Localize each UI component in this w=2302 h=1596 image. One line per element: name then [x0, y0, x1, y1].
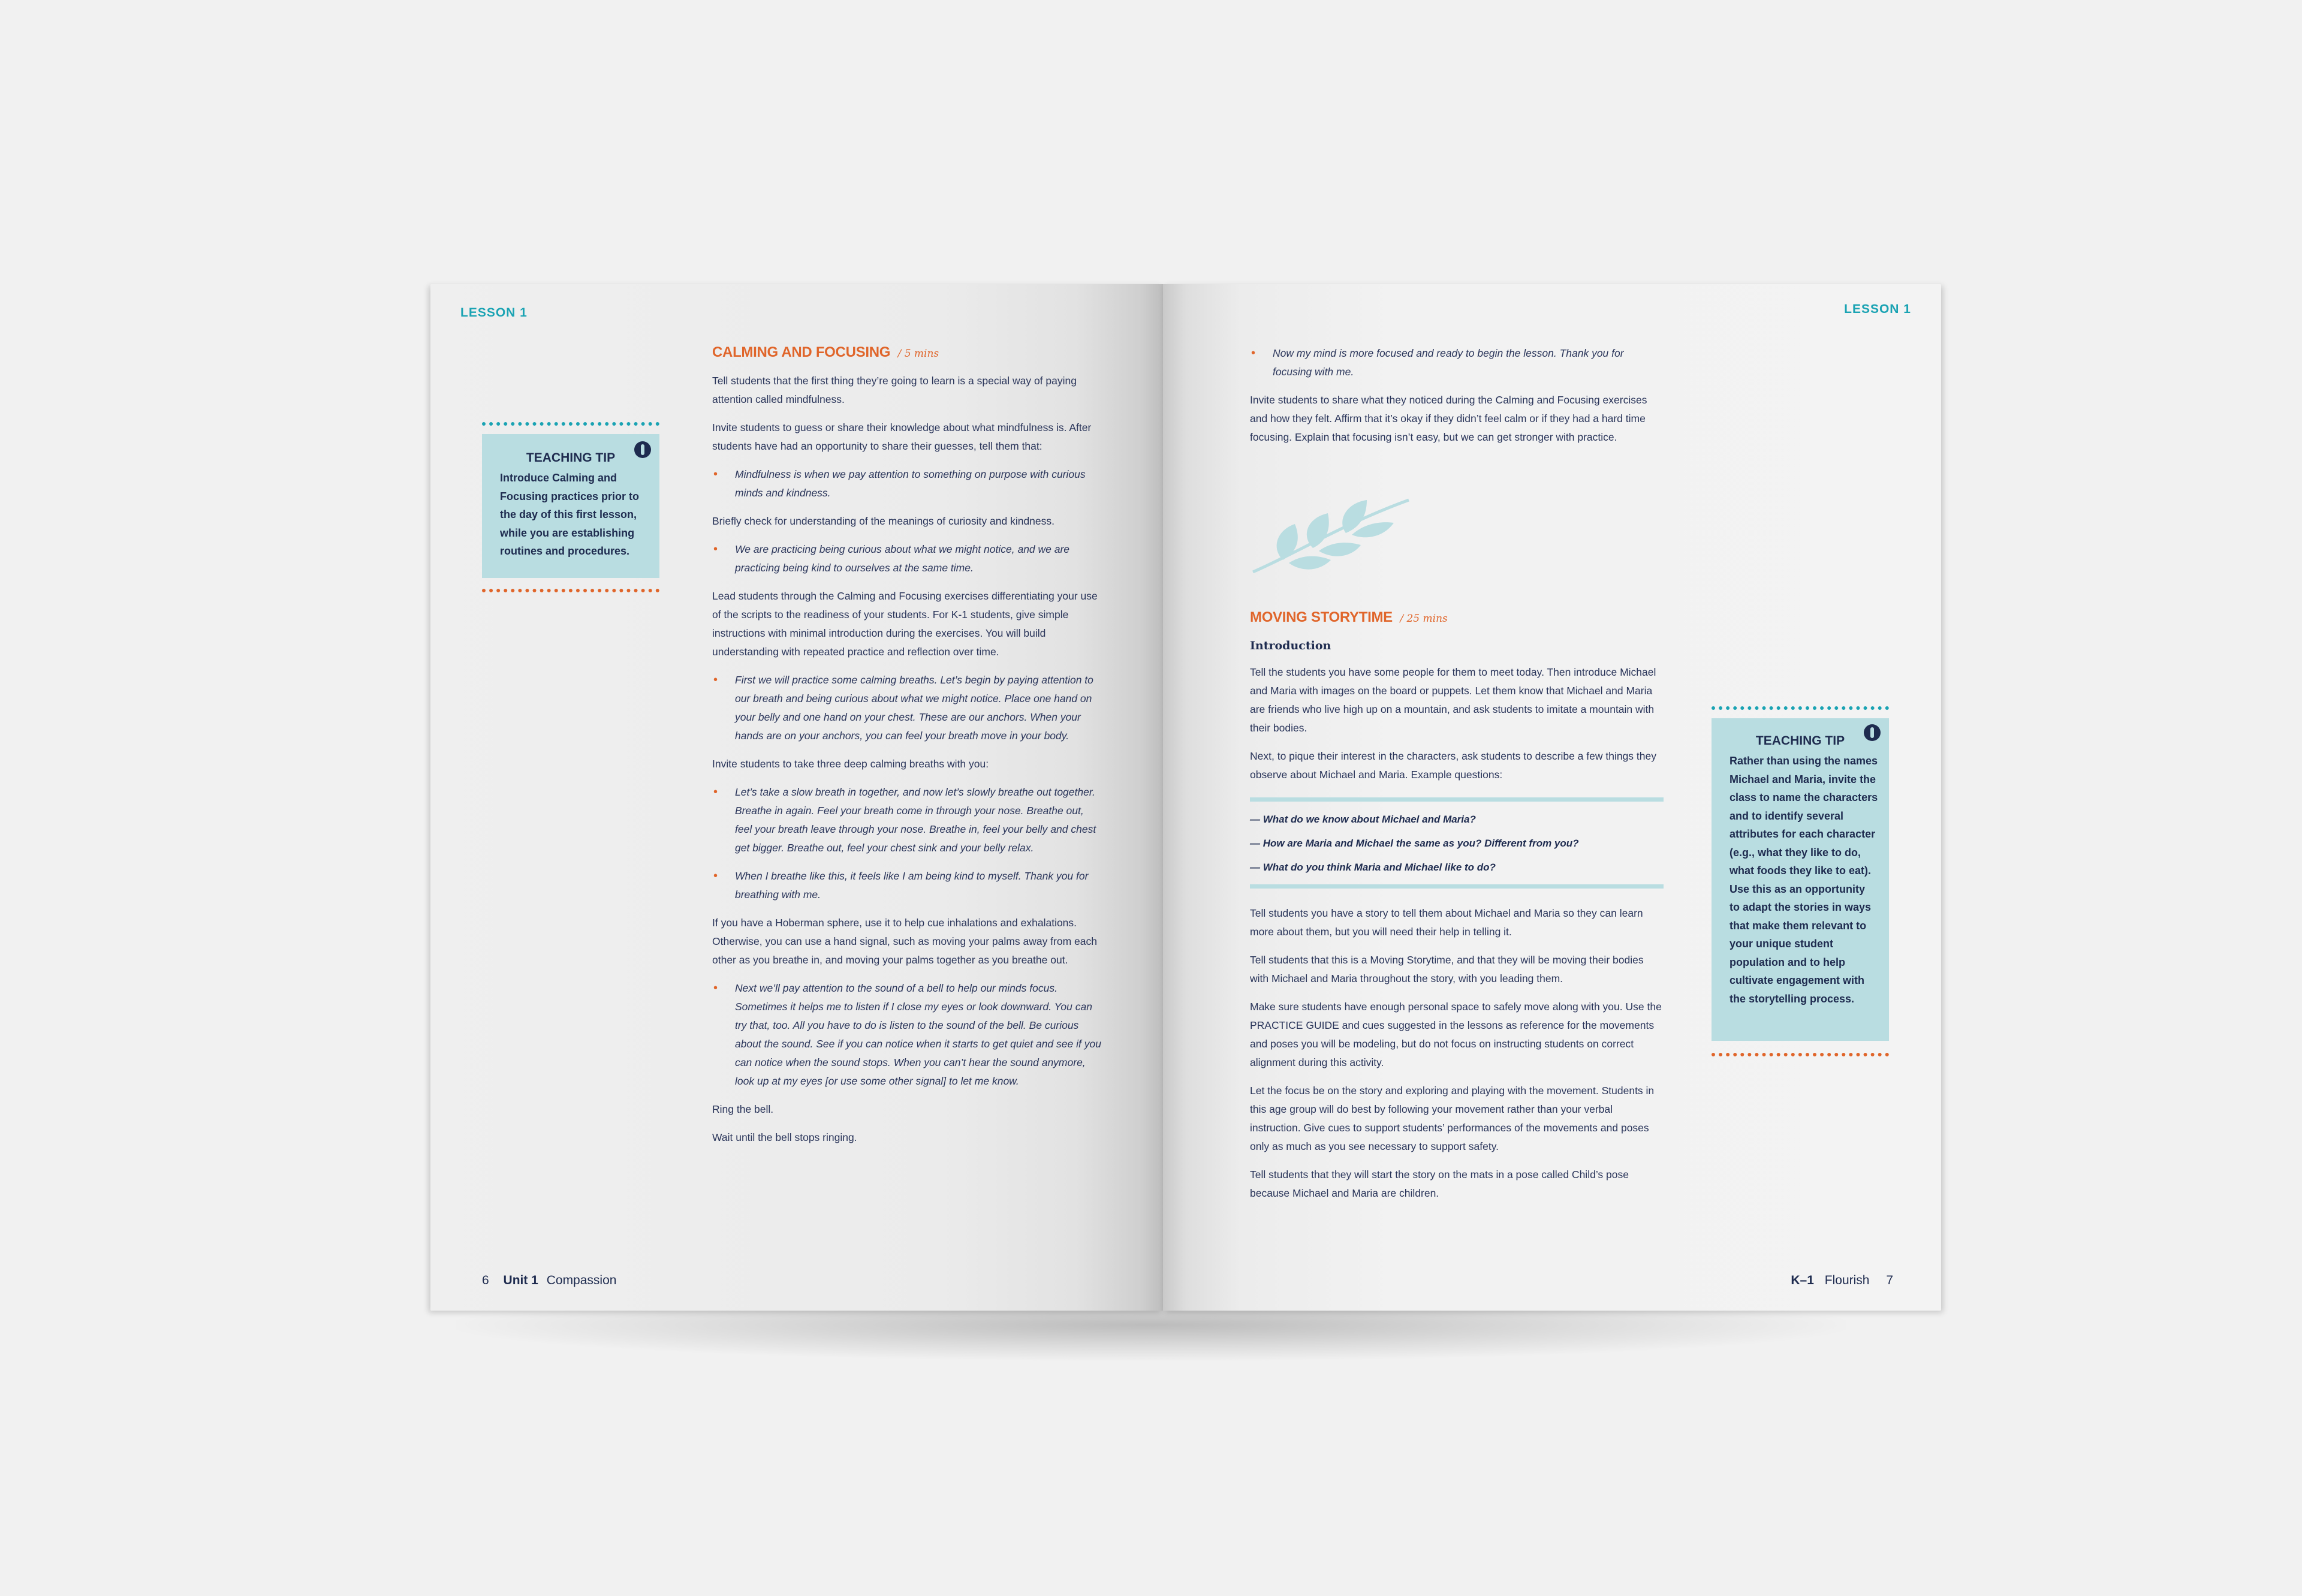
body-paragraph: Ring the bell.: [712, 1103, 774, 1115]
question-item: — What do you think Maria and Michael like to do?: [1250, 862, 1496, 873]
body-paragraph: Invite students to share what they noticed during the Calming and Focusing exercises and how they felt. Affirm that it’s okay if they didn’t feel calm or if they had a hard time focusing. Explain that focusing isn’t easy, but we can get stronger with practice.: [1250, 394, 1647, 443]
body-paragraph: Briefly check for understanding of the meanings of curiosity and kindness.: [712, 515, 1055, 527]
teaching-tip-box: [1712, 718, 1889, 1041]
teaching-tip-body: Introduce Calming and Focusing practices prior to the day of this first lesson, while you are establishing routines and procedures.: [500, 472, 640, 557]
question-item: — What do we know about Michael and Maria?: [1250, 814, 1476, 825]
bullet-item: • When I breathe like this, it feels like I am being kind to myself. Thank you for breathing with me.: [712, 867, 1102, 904]
tip-top-border: [482, 422, 659, 426]
teaching-tip-body: Rather than using the names Michael and Maria, invite the class to name the characters and to identify several attributes for each character (e.g., what they like to do, what foods they like to eat). Use this as an opportunity to adapt the stories in ways that make them relevant to your unique student population and to help cultivate engagement with the storytelling process.: [1729, 755, 1878, 1005]
bullet-item: • Now my mind is more focused and ready to begin the lesson. Thank you for focusing with me.: [1250, 344, 1664, 381]
body-paragraph: Tell students that the first thing they’re going to learn is a special way of paying attention called mindfulness.: [712, 375, 1077, 405]
bullet-item: • Next we’ll pay attention to the sound of a bell to help our minds focus. Sometimes it helps me to listen if I close my eyes or look downward. You can try that, too. All you have to do is listen to the sound of the bell. Be curious about the sound. See if you can notice when it starts to get quiet and see if you can notice when the sound stops. When you can’t hear the sound anymore, look up at my eyes [or use some other signal] to let me know.: [712, 979, 1102, 1091]
body-paragraph: Tell students you have a story to tell them about Michael and Maria so they can learn more about them, but you will need their help in telling it.: [1250, 907, 1643, 938]
teaching-tip-title: TEACHING TIP: [1755, 734, 1845, 748]
introduction-heading: Introduction: [1250, 639, 1331, 652]
body-paragraph: Invite students to guess or share their knowledge about what mindfulness is. After students have had an opportunity to share their guesses, tell them that:: [712, 421, 1092, 452]
body-paragraph: Invite students to take three deep calming breaths with you:: [712, 758, 989, 770]
body-paragraph: Make sure students have enough personal space to safely move along with you. Use the PRACTICE GUIDE and cues suggested in the lessons as reference for the movements and poses you will be modeling, but do not focus on instructing students on correct alignment during this activity.: [1250, 1001, 1662, 1068]
left-footer: [482, 1273, 616, 1288]
bullet-item: • We are practicing being curious about what we might notice, and we are practicing being kind to ourselves at the same time.: [712, 540, 1102, 577]
book-title: Flourish: [1824, 1273, 1870, 1287]
left-page: [430, 284, 1163, 1311]
leaf-illustration: [1247, 488, 1415, 578]
section-heading: [712, 344, 1102, 361]
questions-bottom-rule: [1250, 884, 1664, 889]
unit-label: Unit 1: [503, 1273, 538, 1287]
left-main-column: [712, 344, 1102, 1157]
right-top-text: [1250, 344, 1664, 447]
right-page: [1163, 284, 1941, 1311]
bell-icon: [634, 441, 651, 458]
question-item: — How are Maria and Michael the same as you? Different from you?: [1250, 838, 1579, 849]
right-footer: [1791, 1273, 1893, 1288]
tip-top-border: [1712, 706, 1889, 710]
bullet-item: • Let’s take a slow breath in together, and now let’s slowly breathe out together. Breathe in again. Feel your breath come in through your nose. Breathe out, feel your breath leave through your nose. Breathe in, feel your belly and chest get bigger. Breathe out, feel your chest sink and your belly relax.: [712, 783, 1102, 857]
page-number: 7: [1886, 1273, 1893, 1287]
teaching-tip-box: [482, 434, 659, 578]
lesson-header: LESSON 1: [1844, 302, 1911, 316]
lesson-header: LESSON 1: [460, 306, 528, 320]
right-section-column: [1250, 609, 1664, 1212]
body-paragraph: Tell students that this is a Moving Storytime, and that they will be moving their bodies with Michael and Maria throughout the story, with you leading them.: [1250, 954, 1644, 984]
section-duration: / 5 mins: [897, 348, 939, 360]
body-paragraph: Wait until the bell stops ringing.: [712, 1131, 857, 1143]
intro-paragraph: Next, to pique their interest in the characters, ask students to describe a few things they observe about Michael and Maria. Example questions:: [1250, 750, 1656, 781]
body-paragraph: If you have a Hoberman sphere, use it to help cue inhalations and exhalations. Otherwise, you can use a hand signal, such as moving your palms away from each other as you breathe in, and moving your palms together as you breathe out.: [712, 917, 1097, 966]
intro-paragraph: Tell the students you have some people for them to meet today. Then introduce Michael and Maria with images on the board or puppets. Let them know that Michael and Maria are friends who live high up on a mountain, and ask students to imitate a mountain with their bodies.: [1250, 666, 1656, 734]
section-title: CALMING AND FOCUSING: [712, 344, 891, 360]
unit-title: Compassion: [546, 1273, 617, 1287]
bullet-item: • First we will practice some calming breaths. Let’s begin by paying attention to our breath and being curious about what we might notice. Place one hand on your belly and one hand on your chest. These are our anchors. When your hands are on your anchors, you can feel your breath move in your body.: [712, 671, 1102, 745]
right-top-column: [1250, 344, 1664, 456]
tip-bottom-border: [1712, 1053, 1889, 1056]
section-title: MOVING STORYTIME: [1250, 609, 1393, 625]
body-paragraph: Lead students through the Calming and Focusing exercises differentiating your use of the scripts to the readiness of your students. For K-1 students, give simple instructions with minimal introduction during the exercises. You will build understanding with repeated practice and reflection over time.: [712, 590, 1098, 658]
section-heading: [1250, 609, 1664, 626]
body-paragraph: Let the focus be on the story and exploring and playing with the movement. Students in this age group will do best by following your movement rather than your verbal instruction. Give cues to support students’ performances of the movements and poses only as much as you see necessary to support safety.: [1250, 1085, 1655, 1152]
bell-icon: [1864, 724, 1881, 741]
page-number: 6: [482, 1273, 489, 1287]
grade-label: K–1: [1791, 1273, 1814, 1287]
body-paragraph: Tell students that they will start the story on the mats in a pose called Child’s pose because Michael and Maria are children.: [1250, 1169, 1629, 1199]
questions-top-rule: [1250, 797, 1664, 802]
section-duration: / 25 mins: [1400, 613, 1448, 625]
left-body-text: [712, 372, 1102, 1147]
teaching-tip-title: TEACHING TIP: [526, 451, 616, 465]
bullet-item: • Mindfulness is when we pay attention to something on purpose with curious minds and kindness.: [712, 465, 1102, 502]
tip-bottom-border: [482, 589, 659, 592]
